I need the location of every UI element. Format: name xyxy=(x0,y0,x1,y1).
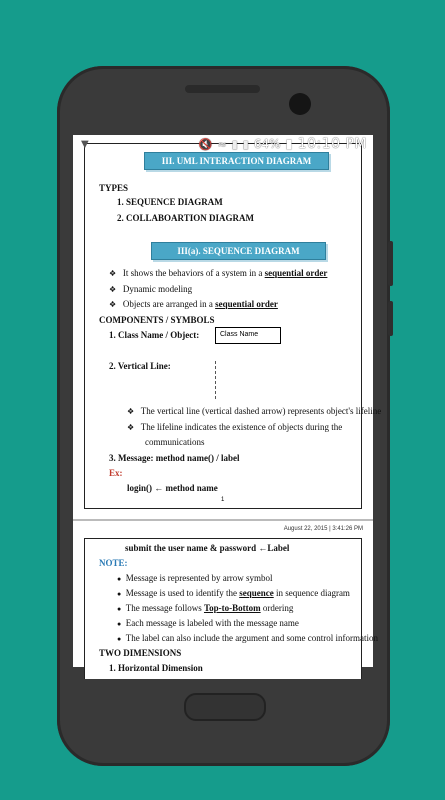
dimension-item: 1. Horizontal Dimension xyxy=(109,663,203,673)
component-message: 3. Message: method name() / label xyxy=(109,453,240,463)
diamond-bullet-icon: ❖ xyxy=(127,423,135,432)
wifi-icon: ≈ xyxy=(217,137,227,151)
sub-bullet-item: ❖ The vertical line (vertical dashed arrow) represents object's lifeline xyxy=(127,406,382,416)
type-item: 2. COLLABOARTION DIAGRAM xyxy=(117,213,254,223)
power-button[interactable] xyxy=(388,301,393,336)
mute-icon: 🔇 xyxy=(198,137,213,151)
bullet-item: ❖ Objects are arranged in a sequential order xyxy=(109,299,278,309)
diamond-bullet-icon: ❖ xyxy=(109,269,117,278)
bullet-dot-icon: ● xyxy=(117,635,122,643)
types-title: TYPES xyxy=(99,183,129,193)
subsection-header: III(a). SEQUENCE DIAGRAM xyxy=(151,242,326,260)
front-camera xyxy=(289,93,311,115)
document-page-2 xyxy=(84,538,378,679)
sub-bullet-continuation: communications xyxy=(145,437,205,447)
document-page-1 xyxy=(84,143,382,509)
type-item: 1. SEQUENCE DIAGRAM xyxy=(117,197,223,207)
bullet-dot-icon: ● xyxy=(117,590,122,598)
note-item: ● Message is used to identify the sequence in sequence diagram xyxy=(117,588,350,598)
note-label: NOTE: xyxy=(99,558,128,568)
signal-icon-2: ▮ xyxy=(242,137,249,151)
diamond-bullet-icon: ❖ xyxy=(127,407,135,416)
bullet-item: ❖ It shows the behaviors of a system in a sequential order xyxy=(109,268,328,278)
bullet-item: ❖ Dynamic modeling xyxy=(109,284,193,294)
diamond-bullet-icon: ❖ xyxy=(109,300,117,309)
bullet-dot-icon: ● xyxy=(117,605,122,613)
battery-percent: 64% xyxy=(253,137,281,151)
home-button[interactable] xyxy=(184,693,266,721)
clock: 10:10 PM xyxy=(297,136,367,152)
submit-line: submit the user name & password ←Label xyxy=(125,543,290,553)
example-text: login() ← method name xyxy=(127,483,218,493)
sub-bullet-item: ❖ The lifeline indicates the existence of objects during the xyxy=(127,422,343,432)
notification-icon: ▼ xyxy=(81,138,89,150)
note-item: ● Each message is labeled with the message name xyxy=(117,618,299,628)
example-label: Ex: xyxy=(109,468,123,478)
class-name-box: Class Name xyxy=(215,327,281,344)
diamond-bullet-icon: ❖ xyxy=(109,285,117,294)
date-footer: August 22, 2015 | 3:41:26 PM xyxy=(283,526,363,532)
battery-icon: ▮ xyxy=(285,136,293,152)
screen xyxy=(73,135,382,673)
dashed-lifeline xyxy=(215,361,216,399)
component-class-name: 1. Class Name / Object: xyxy=(109,330,200,340)
volume-button[interactable] xyxy=(388,241,393,286)
page-divider xyxy=(73,519,373,521)
components-title: COMPONENTS / SYMBOLS xyxy=(99,315,215,325)
bullet-dot-icon: ● xyxy=(117,575,122,583)
section-header: III. UML INTERACTION DIAGRAM xyxy=(144,152,329,170)
earpiece-speaker xyxy=(185,85,260,93)
page-number: 1 xyxy=(221,497,225,503)
component-vertical-line: 2. Vertical Line: xyxy=(109,361,171,371)
status-bar xyxy=(73,135,373,153)
bullet-dot-icon: ● xyxy=(117,620,122,628)
note-item: ● The label can also include the argument and some control information xyxy=(117,633,378,643)
signal-icon: ▮ xyxy=(231,137,238,151)
two-dimensions-title: TWO DIMENSIONS xyxy=(99,648,182,658)
note-item: ● The message follows Top-to-Bottom ordering xyxy=(117,603,294,613)
note-item: ● Message is represented by arrow symbol xyxy=(117,573,273,583)
